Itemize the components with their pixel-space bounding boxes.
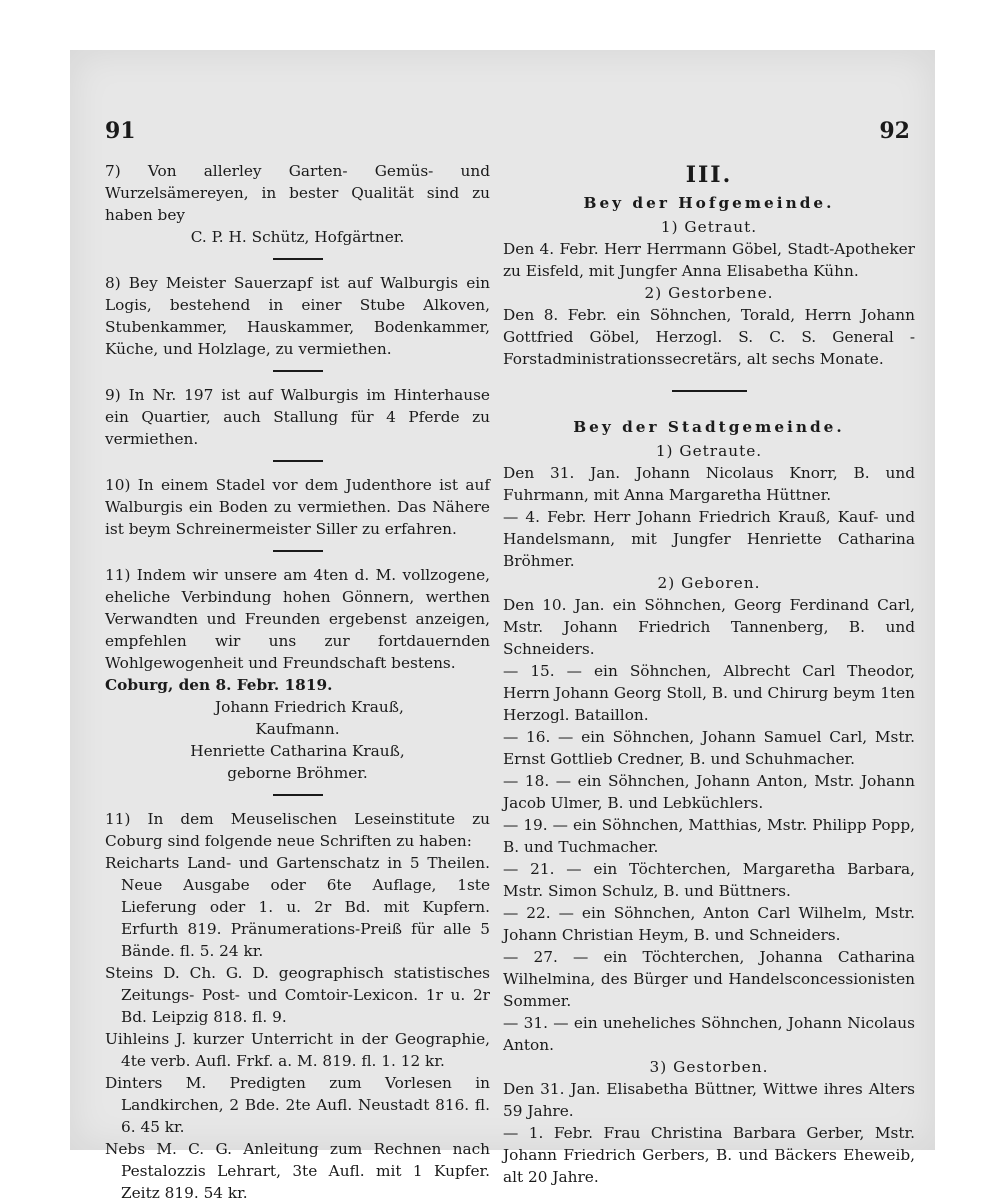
left-column — [105, 160, 490, 1204]
notice-8: 8) Bey Meister Sauerzapf ist auf Walburgis ein Logis, bestehend in einer Stube Alkoven, Stubenkammer, Hauskammer, Bodenkammer, Küche, und Holzlage, zu vermiethen. — [105, 274, 490, 358]
hof-getraut-label: 1) Getraut. — [660, 218, 758, 236]
notice-12-intro: 11) In dem Meuselischen Leseinstitute zu Coburg sind folgende neue Schriften zu haben: — [105, 810, 490, 850]
notice-11-signature-2: Henriette Catharina Krauß, — [190, 742, 405, 760]
page-number-right: 92 — [879, 118, 910, 144]
stadt-heading: Bey der Stadtgemeinde. — [573, 418, 845, 436]
book-entry: Reicharts Land- und Gartenschatz in 5 Theilen. Neue Ausgabe oder 6te Auflage, 1ste Lieferung oder 1. u. 2r Bd. mit Kupfern. Erfurth 819. Pränumerations-Preiß für alle 5 Bände. fl. 5. 24 kr. — [105, 854, 490, 960]
hof-getraut: Den 4. Febr. Herr Herrmann Göbel, Stadt-Apotheker zu Eisfeld, mit Jungfer Anna Elisabetha Kühn. — [503, 240, 915, 280]
hof-heading: Bey der Hofgemeinde. — [583, 194, 835, 212]
divider — [273, 258, 323, 260]
register-entry: Den 31. Jan. Elisabetha Büttner, Wittwe ihres Alters 59 Jahre. — [503, 1080, 915, 1120]
hof-gestorbene-label: 2) Gestorbene. — [644, 284, 774, 302]
register-entry: — 4. Febr. Herr Johann Friedrich Krauß, Kauf- und Handelsmann, mit Jungfer Henriette Catharina Bröhmer. — [503, 508, 915, 570]
notice-11: 11) Indem wir unsere am 4ten d. M. vollzogene, eheliche Verbindung hohen Gönnern, werthen Verwandten und Freunden ergebenst anzeigen, empfehlen wir uns zur fortdauernden Wohlgewogenheit und Freundschaft bestens. — [105, 566, 490, 672]
divider — [273, 370, 323, 372]
notice-9: 9) In Nr. 197 ist auf Walburgis im Hinterhause ein Quartier, auch Stallung für 4 Pferde zu vermiethen. — [105, 386, 490, 448]
notice-11-signature-1-role: Kaufmann. — [255, 720, 340, 738]
register-entry: — 19. — ein Söhnchen, Matthias, Mstr. Philipp Popp, B. und Tuchmacher. — [503, 816, 915, 856]
divider — [672, 390, 747, 392]
register-entry: Den 31. Jan. Johann Nicolaus Knorr, B. und Fuhrmann, mit Anna Margaretha Hüttner. — [503, 464, 915, 504]
register-entry: — 18. — ein Söhnchen, Johann Anton, Mstr. Johann Jacob Ulmer, B. und Lebküchlers. — [503, 772, 915, 812]
stadt-getraute-label: 1) Getraute. — [655, 442, 763, 460]
page-number-left: 91 — [105, 118, 136, 144]
stadt-gestorben-label: 3) Gestorben. — [649, 1058, 769, 1076]
stadt-geboren-label: 2) Geboren. — [657, 574, 761, 592]
book-entry: Dinters M. Predigten zum Vorlesen in Landkirchen, 2 Bde. 2te Aufl. Neustadt 816. fl. 6. 45 kr. — [105, 1074, 490, 1136]
divider — [273, 460, 323, 462]
right-column — [503, 160, 915, 1188]
notice-7: 7) Von allerley Garten- Gemüs- und Wurzelsämereyen, in bester Qualität sind zu haben bey — [105, 162, 490, 224]
notice-10: 10) In einem Stadel vor dem Judenthore ist auf Walburgis ein Boden zu vermiethen. Das Nähere ist beym Schreinermeister Siller zu erfahren. — [105, 476, 490, 538]
register-entry: — 15. — ein Söhnchen, Albrecht Carl Theodor, Herrn Johann Georg Stoll, B. und Chirurg beym 1ten Herzogl. Bataillon. — [503, 662, 915, 724]
divider — [273, 550, 323, 552]
section-number: III. — [685, 162, 733, 188]
register-entry: — 31. — ein uneheliches Söhnchen, Johann Nicolaus Anton. — [503, 1014, 915, 1054]
register-entry: Den 10. Jan. ein Söhnchen, Georg Ferdinand Carl, Mstr. Johann Friedrich Tannenberg, B. und Schneiders. — [503, 596, 915, 658]
notice-11-signature-1: Johann Friedrich Krauß, — [215, 698, 404, 716]
register-entry: — 22. — ein Söhnchen, Anton Carl Wilhelm, Mstr. Johann Christian Heym, B. und Schneiders. — [503, 904, 915, 944]
register-entry: — 16. — ein Söhnchen, Johann Samuel Carl, Mstr. Ernst Gottlieb Credner, B. und Schuhmacher. — [503, 728, 915, 768]
notice-11-place: Coburg, den 8. Febr. 1819. — [105, 676, 333, 694]
notice-11-signature-2-role: geborne Bröhmer. — [227, 764, 368, 782]
divider — [273, 794, 323, 796]
book-entry: Steins D. Ch. G. D. geographisch statistisches Zeitungs- Post- und Comtoir-Lexicon. 1r u. 2r Bd. Leipzig 818. fl. 9. — [105, 964, 490, 1026]
register-entry: — 27. — ein Töchterchen, Johanna Catharina Wilhelmina, des Bürger und Handelsconcessionisten Sommer. — [503, 948, 915, 1010]
notice-7-name: C. P. H. Schütz, Hofgärtner. — [190, 228, 405, 246]
book-entry: Nebs M. C. G. Anleitung zum Rechnen nach Pestalozzis Lehrart, 3te Aufl. mit 1 Kupfer. Zeitz 819. 54 kr. — [105, 1140, 490, 1202]
hof-gestorbene: Den 8. Febr. ein Söhnchen, Torald, Herrn Johann Gottfried Göbel, Herzogl. S. C. S. General - Forstadministrationssecretärs, alt sechs Monate. — [503, 306, 915, 368]
newspaper-page — [70, 50, 935, 1202]
register-entry: — 21. — ein Töchterchen, Margaretha Barbara, Mstr. Simon Schulz, B. und Büttners. — [503, 860, 915, 900]
register-entry: — 1. Febr. Frau Christina Barbara Gerber, Mstr. Johann Friedrich Gerbers, B. und Bäckers Eheweib, alt 20 Jahre. — [503, 1124, 915, 1186]
book-entry: Uihleins J. kurzer Unterricht in der Geographie, 4te verb. Aufl. Frkf. a. M. 819. fl. 1. 12 kr. — [105, 1030, 490, 1070]
